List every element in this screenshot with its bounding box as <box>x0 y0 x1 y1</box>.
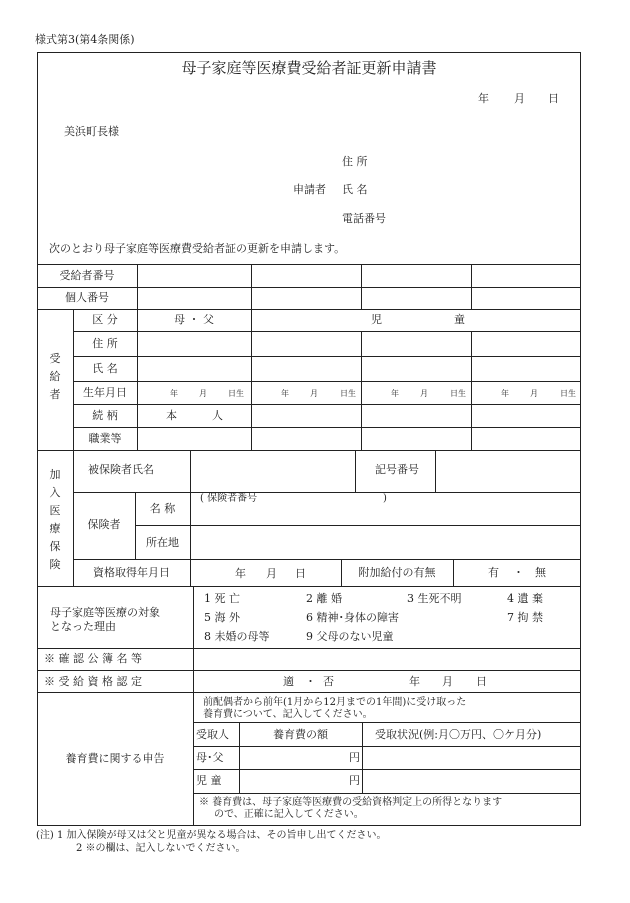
birth-day: 日生 <box>340 389 356 398</box>
form-title: 母子家庭等医療費受給者証更新申請書 <box>181 59 437 77</box>
symbol-number-label: 記号番号 <box>375 463 419 476</box>
birth-year: 年 <box>391 389 399 398</box>
footnote-2: 2 ※の欄は、記入しないでください。 <box>76 843 246 854</box>
acquired-year: 年 <box>235 567 246 580</box>
date-year: 年 <box>478 92 489 105</box>
insurer-name-label: 名 称 <box>149 502 176 515</box>
support-note-line2: ので、正確に記入してください。 <box>214 809 364 820</box>
birth-month: 月 <box>199 389 207 398</box>
reason-option[interactable]: 9 父母のない児童 <box>306 630 394 643</box>
reason-option[interactable]: 4 遺 棄 <box>507 592 543 605</box>
status-header: 受取状況(例:月〇万円、〇ケ月分) <box>375 728 542 741</box>
reason-option[interactable]: 8 未婚の母等 <box>204 630 270 643</box>
support-amount-child-field[interactable] <box>240 770 348 793</box>
receiver-mother-father: 母･父 <box>196 751 224 764</box>
support-intro-line1: 前配偶者から前年(1月から12月までの1年間)に受け取った <box>203 697 467 708</box>
receiver-header: 受取人 <box>196 728 229 741</box>
category-child: 児 <box>371 313 382 326</box>
eligibility-ng: 否 <box>323 675 334 688</box>
receiver-child: 児 童 <box>196 774 222 787</box>
personal-number-label: 個人番号 <box>65 291 109 304</box>
applicant-address-label: 住 所 <box>342 155 368 168</box>
acquired-day: 日 <box>295 567 306 580</box>
reason-option[interactable]: 3 生死不明 <box>407 592 462 605</box>
birth-day: 日生 <box>228 389 244 398</box>
reason-option[interactable]: 5 海 外 <box>204 611 240 624</box>
reason-label-line2: となった理由 <box>50 620 116 633</box>
benefit-no[interactable]: 無 <box>535 566 546 579</box>
relationship-label: 続 柄 <box>92 409 118 422</box>
applicant-label: 申請者 <box>293 183 326 196</box>
reason-option[interactable]: 7 拘 禁 <box>507 611 543 624</box>
symbol-number-field[interactable] <box>436 451 580 492</box>
eligibility-year: 年 <box>409 675 420 688</box>
reason-option[interactable]: 1 死 亡 <box>204 592 240 605</box>
insurer-location-label: 所在地 <box>146 536 179 549</box>
confirm-records-label: ※ 確 認 公 簿 名 等 <box>44 652 142 665</box>
category-mother-father: 母 ・ 父 <box>174 313 214 326</box>
eligibility-separator: ・ <box>305 675 316 688</box>
recipient-name-label: 氏 名 <box>92 362 118 375</box>
additional-benefit-label: 附加給付の有無 <box>358 566 436 579</box>
date-day: 日 <box>548 92 559 105</box>
personal-number-field[interactable] <box>138 288 580 309</box>
benefit-separator: ・ <box>513 566 524 579</box>
recipient-number-label: 受給者番号 <box>59 269 115 282</box>
category-child-2: 童 <box>454 313 465 326</box>
birth-year: 年 <box>170 389 178 398</box>
birth-year: 年 <box>281 389 289 398</box>
insurer-number-open: ( 保険者番号 <box>200 493 258 504</box>
recipient-birth-label: 生年月日 <box>83 386 127 399</box>
birth-day: 日生 <box>560 389 576 398</box>
support-note-line1: ※ 養育費は、母子家庭等医療費の受給資格判定上の所得となります <box>199 797 503 808</box>
eligibility-label: ※ 受 給 資 格 認 定 <box>44 675 142 688</box>
reason-label-line1: 母子家庭等医療の対象 <box>50 606 160 619</box>
birth-year: 年 <box>501 389 509 398</box>
acquired-date-label: 資格取得年月日 <box>93 566 170 579</box>
birth-month: 月 <box>530 389 538 398</box>
addressee: 美浜町長様 <box>64 125 119 138</box>
applicant-name-label: 氏 名 <box>342 183 368 196</box>
eligibility-day: 日 <box>476 675 487 688</box>
category-label: 区 分 <box>92 313 118 326</box>
birth-month: 月 <box>310 389 318 398</box>
support-amount-mother-field[interactable] <box>240 747 348 769</box>
application-statement: 次のとおり母子家庭等医療費受給者証の更新を申請します。 <box>49 242 346 255</box>
eligibility-month: 月 <box>442 675 453 688</box>
applicant-phone-label: 電話番号 <box>342 212 386 225</box>
birth-month: 月 <box>420 389 428 398</box>
insured-name-field[interactable] <box>191 451 355 492</box>
date-month: 月 <box>514 92 525 105</box>
insurer-number-close: ) <box>383 493 387 504</box>
footnote-1: (注) 1 加入保険が母又は父と児童が異なる場合は、その旨申し出てください。 <box>36 830 387 841</box>
reason-option[interactable]: 6 精神･身体の障害 <box>306 611 399 624</box>
recipient-section-label: 受給者 <box>49 352 61 401</box>
amount-header: 養育費の額 <box>273 728 328 741</box>
insured-name-label: 被保険者氏名 <box>88 463 154 476</box>
support-intro-line2: 養育費について、記入してください。 <box>203 709 373 720</box>
relationship-self-2: 人 <box>212 409 223 422</box>
yen-unit: 円 <box>349 774 360 787</box>
acquired-month: 月 <box>266 567 277 580</box>
support-section-label: 養育費に関する申告 <box>65 752 165 765</box>
relationship-self: 本 <box>166 409 177 422</box>
eligibility-ok: 適 <box>283 675 294 688</box>
occupation-label: 職業等 <box>88 432 122 445</box>
birth-day: 日生 <box>450 389 466 398</box>
benefit-yes[interactable]: 有 <box>488 566 499 579</box>
recipient-address-label: 住 所 <box>92 337 118 350</box>
insurance-section-label: 加入医療保険 <box>49 468 61 571</box>
reason-option[interactable]: 2 離 婚 <box>306 592 342 605</box>
yen-unit: 円 <box>349 751 360 764</box>
form-style-label: 様式第3(第4条関係) <box>35 33 135 46</box>
insurer-label: 保険者 <box>87 518 121 531</box>
recipient-number-field[interactable] <box>138 265 580 287</box>
